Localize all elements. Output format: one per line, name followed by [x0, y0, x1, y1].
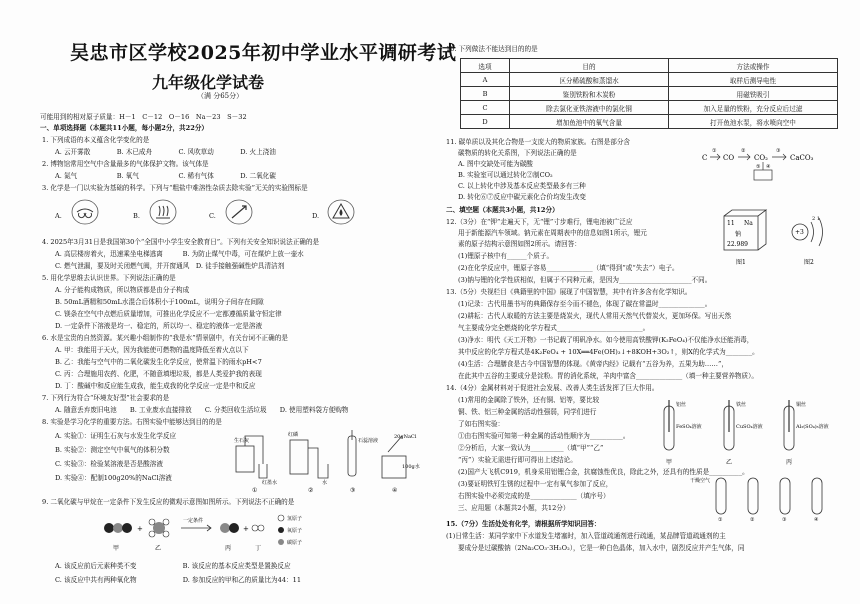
- q9-label: 氢原子: [287, 516, 303, 522]
- q8-label: ①: [252, 487, 258, 494]
- question-line: 9. 二氧化碳与甲烷在一定条件下发生反应的微观示意图如图所示。下列说法不正确的是: [42, 498, 295, 506]
- question-line: “丙”）实验无需进行即可得出上述结论。: [458, 456, 577, 464]
- question-options: C. 该反应中共有两种氧化物 D. 参加反应的甲和乙的质量比为44：11: [55, 576, 302, 584]
- hot-surface-icon: [148, 198, 178, 226]
- question-line: 素的原子结构示意图如图2所示。请回答：: [458, 240, 581, 248]
- q14-rust-label: 干燥空气: [690, 478, 711, 484]
- option-label: A.: [55, 212, 62, 220]
- question-line: 12.（3分）在“钾”走遍天下，无“锂”寸步难行，锂电池被广泛应: [446, 218, 633, 226]
- question-line: 8. 实验是学习化学的重要方法。右图实验中能够达到目的的是: [42, 418, 222, 426]
- question-option: A. 甲：我能用于天火，因为我能使可燃物的温度降低至着火点以下: [55, 346, 249, 354]
- figure-label: 图2: [804, 259, 814, 266]
- q10-table: [460, 58, 838, 129]
- option-label: D.: [312, 212, 320, 220]
- svg-text:+: +: [243, 525, 249, 533]
- table-cell: 打开鱼池水泵，将水喷向空中: [669, 115, 838, 129]
- question-line: ①由右图实验可知第一种金属的活动性顺序为__________。: [458, 432, 630, 440]
- q8-label: 生石灰: [234, 438, 250, 444]
- q8-label: 红墨水: [262, 480, 278, 486]
- question-line: 其中反应的化学方程式是4K₂FeO₄ + 10X══4Fe(OH)₃↓+8KOH+3O₂↑，则X的化学式为________。: [458, 348, 759, 356]
- q8-label: ②: [308, 487, 314, 494]
- question-options: A. 高层楼房着火，迅速乘坐电梯逃离 B. 为防止煤气中毒，可在煤炉上放一壶水: [55, 250, 304, 258]
- q9-label: 丁: [255, 545, 262, 552]
- question-line: 3. 化学是一门以实验为基础的科学。下列与“粗盐中难溶性杂质去除实验”无关的实验图标是: [42, 184, 308, 192]
- question-line: 用于新能源汽车领域。钠元素在周期表中的信息如图1所示，锂元: [458, 229, 647, 237]
- q11-step: ②: [741, 148, 746, 154]
- experiment-apparatus-figure: [232, 428, 428, 494]
- table-row: [461, 73, 838, 87]
- reaction-molecule-diagram: [95, 510, 325, 556]
- q9-label: 碳原子: [287, 540, 303, 546]
- q14-label: 甲: [666, 459, 673, 466]
- question-line: 5. 用化学思维去认识世界。下列说法正确的是: [42, 274, 176, 282]
- question-line: 4. 2025年3月31日是我国第30个“全国中小学生安全教育日”。下列有关安全知识说法正确的是: [42, 238, 320, 246]
- question-line: 6. 水是宝贵的自然资源。某兴趣小组制作的“我是水”情景剧中，有关台词不正确的是: [42, 334, 288, 342]
- table-cell: 用磁铁吸引: [669, 87, 838, 101]
- q14-label: 铝丝: [676, 402, 687, 408]
- element-number: 11: [727, 220, 735, 227]
- q11-node: CO₂: [754, 154, 768, 162]
- table-cell: 加入足量的铁粉，充分反应后过滤: [669, 101, 838, 115]
- table-cell: A: [461, 73, 510, 87]
- question-options: A. 该反应前后元素种类不变 B. 该反应的基本反应类型是置换反应: [55, 562, 291, 570]
- q11-step: ④: [766, 164, 771, 170]
- question-line: (2)国产大飞机C919，机身采用铝锂合金，抗腐蚀性优良，除此之外，还具有的性质是__________。: [458, 468, 749, 476]
- q14-rust-label: ①: [718, 517, 723, 522]
- q9-label: 一定条件: [183, 518, 204, 524]
- question-option: C. 镁条在空气中点燃后质量增加，可推出化学反应不一定都遵循质量守恒定律: [55, 310, 282, 318]
- question-line: (1)日常生活：某同学家中下水道发生堵塞时，加入管道疏通剂进行疏通，某品牌管道疏通剂的主: [446, 532, 726, 540]
- iron-rust-figure: [688, 474, 838, 522]
- question-line: 右图实验中必须完成的是______________（填序号）: [458, 492, 610, 500]
- q8-label: 石蕊溶液: [358, 438, 379, 444]
- element-name: 钠: [735, 231, 742, 238]
- exam-subtitle: 九年级化学试卷: [152, 73, 265, 92]
- table-cell: 区分稀硫酸和蒸馏水: [510, 73, 669, 87]
- question-line: 铜、铁、铝三种金属的活动性强弱，同学们进行: [458, 408, 597, 416]
- question-options: C. 燃气泄漏，要及时关闭燃气阀，并开窗通风 D. 徒手接触强碱性炉具清洁剂: [55, 262, 285, 270]
- question-line: (1)锂原子核中有______个质子。: [458, 252, 554, 260]
- question-option: B. 实验室可以通过转化②制CO₂: [458, 171, 553, 179]
- table-cell: 取样后测导电性: [669, 73, 838, 87]
- q9-label: 乙: [155, 545, 162, 552]
- question-option: C. 以上转化中涉及基本反应类型最多有三种: [458, 182, 586, 190]
- carbon-conversion-diagram: [700, 138, 840, 184]
- q9-label: 氧原子: [287, 528, 303, 534]
- q9-label: 丙: [225, 545, 232, 552]
- question-line: 13.（5分）央视栏目《典籍里的中国》展现了中国智慧，其中有许多含有化学知识。: [446, 288, 692, 296]
- option-label: B.: [133, 212, 140, 220]
- question-line: 在此其中五谷的主要成分是淀粉。胃的消化系统，羊肉中富含______________（填一种主要营养物质）。: [458, 372, 759, 380]
- q9-label: 甲: [113, 545, 120, 552]
- table-cell: 除去氯化亚铁溶液中的氯化铜: [510, 101, 669, 115]
- electron-shells: 2 1: [812, 216, 820, 222]
- section-heading: 15.（7分）生活处处有化学，请根据所学知识回答：: [446, 520, 601, 528]
- question-option: D. 转化⑥⑦反应中碳元素化合价均发生改变: [458, 193, 586, 201]
- figure-label: 图1: [736, 259, 746, 266]
- q14-rust-label: ②: [750, 517, 755, 522]
- question-option: B. 50mL酒精和50mL水混合后体积小于100mL，说明分子间存在间隙: [55, 298, 264, 306]
- question-option: C. 实验③：检验某溶液是否是酸溶液: [55, 460, 163, 468]
- q14-rust-label: ③: [782, 517, 787, 522]
- table-cell: B: [461, 87, 510, 101]
- question-line: 三、应用题（本题共2小题，共12分）: [458, 504, 570, 512]
- q11-step: ①: [712, 148, 717, 154]
- q11-node: C: [702, 154, 708, 162]
- q14-rust-label: ④: [814, 517, 819, 522]
- question-option: A. 图中交缺处可能为碳酸: [458, 160, 533, 168]
- question-line: (3)钠与锂的化学性质相似，但属于不同种元素，是因为______________________不同。: [458, 276, 712, 284]
- table-cell: 鉴别铁粉和木炭粉: [510, 87, 669, 101]
- option-label: C.: [209, 212, 216, 220]
- question-option: D. 一定条件下溶液是均一、稳定的，所以均一、稳定的液体一定是溶液: [55, 322, 263, 330]
- table-cell: 增加鱼池中的氧气含量: [510, 115, 669, 129]
- q14-label: FeSO₄溶液: [676, 424, 702, 430]
- section-heading: 一、单项选择题（本题共11小题，每小题2分，共22分）: [40, 124, 209, 132]
- question-line: (1)记录：古代用墨书写的典籍保存至今而不褪色，体现了碳在常温时______________。: [458, 300, 712, 308]
- table-header: 选项: [461, 59, 510, 73]
- table-header-row: [461, 59, 838, 73]
- question-options: A. 氮气 B. 氧气 C. 稀有气体 D. 二氧化碳: [55, 172, 276, 180]
- question-line: (3)净水：明代《天工开物》一书记载了明矾净水。如今使用高铁酸钾(K₂FeO₄)不仅能净水还能消毒，: [458, 336, 754, 344]
- goggles-icon: [70, 198, 100, 226]
- q14-label: 铁丝: [736, 402, 747, 408]
- element-mass: 22.989: [727, 241, 748, 248]
- question-line: (3)要证明铁钉生锈的过程中一定有氧气参加了反应，: [458, 480, 613, 488]
- sharp-object-icon: [224, 198, 254, 226]
- question-line: (4)生活：合理膳食是古今中国智慧的体现。《黄帝内经》记载有“五谷为养，五果为助……”，: [458, 360, 728, 368]
- q11-step: ③: [776, 148, 781, 154]
- q14-label: 铜丝: [796, 402, 807, 408]
- question-line: 了如右图实验：: [458, 420, 505, 428]
- question-line: ②分析后，大家一致认为__________（填“甲”“乙”: [458, 444, 604, 452]
- q8-label: ③: [350, 487, 356, 494]
- question-line: 7. 下列行为符合“环境友好型”社会要求的是: [42, 394, 170, 402]
- q8-label: 100g水: [402, 464, 420, 470]
- question-line: 10. 下列做法不能达到目的的是: [446, 45, 538, 53]
- element-symbol: Na: [744, 220, 753, 227]
- q8-label: 20gNaCl: [394, 434, 417, 440]
- table-header: 方法或操作: [669, 59, 838, 73]
- q11-node: CO: [723, 154, 735, 162]
- question-option: B. 乙：我能与空气中的二氧化碳发生化学反应，使常温下的雨水pH<7: [55, 358, 262, 366]
- q14-label: 乙: [726, 459, 733, 466]
- question-options: A. 随意丢弃废旧电池 B. 工业废水直接排放 C. 分类回收生活垃圾 D. 使用塑料袋方便购物: [55, 406, 349, 414]
- question-line: (2)耕耘：古代人取暖的方法主要是烧炭火，现代人常用天然气代替炭火，更加环保。写出天然: [458, 312, 732, 320]
- table-row: [461, 115, 838, 129]
- question-option: D. 丁：酸碱中和反应能生成我，能生成我的化学反应一定是中和反应: [55, 382, 256, 390]
- q14-label: 丙: [786, 459, 793, 466]
- question-option: D. 实验④：配制100g20%的NaCl溶液: [55, 474, 172, 482]
- question-option: A. 分子能构成物质，所以物质都是由分子构成: [55, 286, 190, 294]
- q14-label: Al₂(SO₄)₃溶液: [796, 424, 829, 430]
- question-line: 碳物质的转化关系图，下列说法正确的是: [458, 149, 577, 157]
- table-row: [461, 87, 838, 101]
- question-line: 1. 下列成语的本义蕴含化学变化的是: [42, 136, 150, 144]
- q11-step: ⑤: [756, 164, 761, 170]
- q14-label: CuSO₄溶液: [736, 424, 763, 430]
- question-option: C. 丙：合理施用农药、化肥，不随意填埋垃圾，都是人类爱护我的表现: [55, 370, 262, 378]
- svg-text:+: +: [137, 525, 143, 533]
- table-cell: C: [461, 101, 510, 115]
- exam-title: 吴忠市区学校2025年初中学业水平调研考试: [70, 42, 457, 64]
- question-line: 2. 博物馆常用空气中含量最多的气体保护文物。该气体是: [42, 160, 209, 168]
- atomic-masses: 可能用到的相对原子质量：H－1 C－12 O－16 Na－23 S－32: [40, 113, 247, 121]
- q8-label: 水: [322, 480, 328, 486]
- q11-blank-box: [754, 170, 772, 180]
- table-cell: D: [461, 115, 510, 129]
- question-line: 要成分是过碳酸钠（2Na₂CO₃·3H₂O₂），它是一种白色晶体，加入水中，剧烈反应并产生气体，同: [458, 544, 745, 552]
- question-line: 14.（4分）金属材料对于促进社会发展、改善人类生活发挥了巨大作用。: [446, 384, 659, 392]
- question-option: A. 实验①：证明生石灰与水发生化学反应: [55, 432, 177, 440]
- nucleus-charge: +3: [795, 229, 804, 236]
- q11-node: CaCO₃: [790, 154, 814, 162]
- section-heading: 二、填空题（本题共3小题，共12分）: [446, 206, 559, 214]
- question-option: B. 实验②：测定空气中氧气的体积分数: [55, 446, 170, 454]
- question-options: A. 云开雾散 B. 木已成舟 C. 风吹草动 D. 火上浇油: [55, 148, 276, 156]
- q8-label: 红磷: [288, 432, 299, 438]
- table-row: [461, 101, 838, 115]
- metal-activity-figure: [650, 398, 840, 470]
- exam-score: （满 分65分）: [197, 92, 244, 100]
- question-line: (2)在化学反应中，锂原子容易______________（填“得到”或“失去”）电子。: [458, 264, 679, 272]
- table-header: 目的: [510, 59, 669, 73]
- sodium-lithium-figure: [718, 208, 836, 270]
- question-line: 11. 碳单质以及其化合物是一支庞大的物质家族。右图是部分含: [446, 138, 631, 146]
- q8-label: ④: [392, 487, 398, 494]
- question-line: (1)常用的金属除了铁外，还有铜、铝等，要比较: [458, 396, 600, 404]
- question-line: 气主要成分完全燃烧的化学方程式__________________________。: [458, 324, 650, 332]
- flame-warning-icon: [326, 198, 356, 226]
